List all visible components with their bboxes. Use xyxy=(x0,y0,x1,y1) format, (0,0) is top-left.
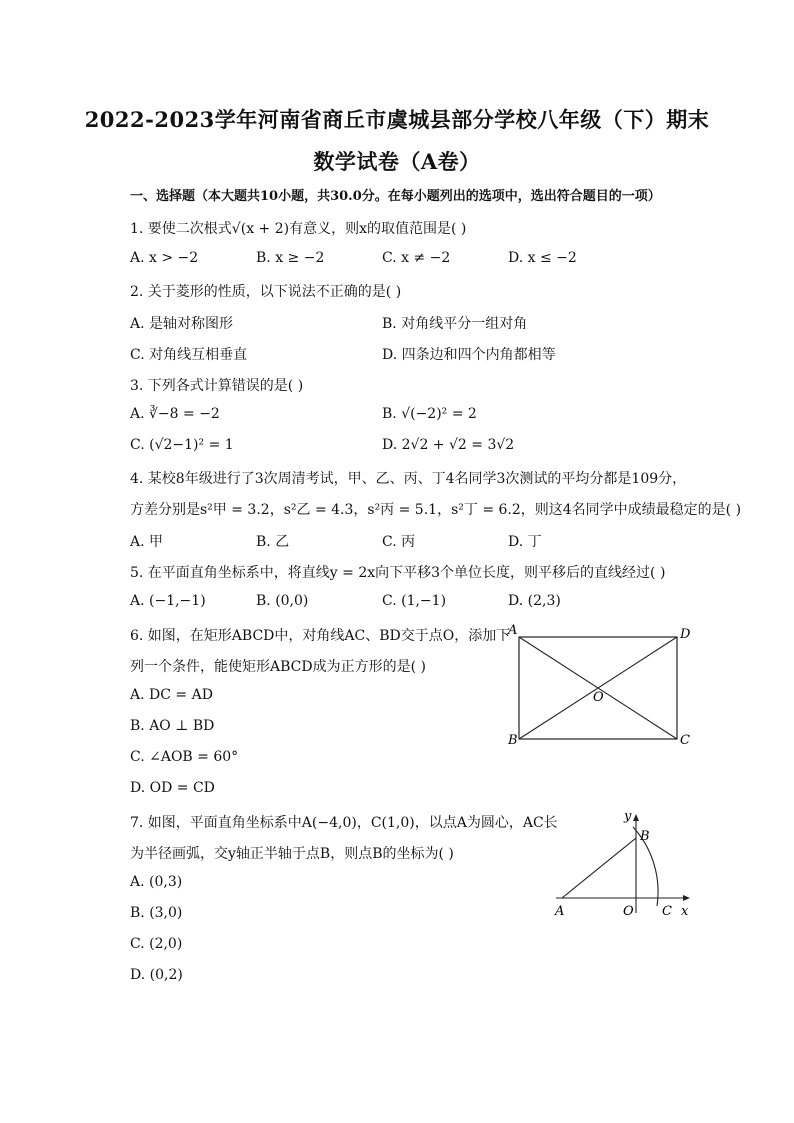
y-axis-arrow xyxy=(633,814,639,821)
exam-title-line2: 数学试卷（A卷） xyxy=(313,149,481,174)
question-7-stem: 7. 如图，平面直角坐标系中A(−4,0)，C(1,0)，以点A为圆心，AC长 xyxy=(130,815,558,831)
q3-option-d: D. 2√2 + √2 = 3√2 xyxy=(382,437,515,453)
q1-option-d: D. x ≤ −2 xyxy=(508,250,577,266)
label-b: B xyxy=(640,829,650,844)
section-heading: 一、选择题（本大题共10小题，共30.0分。在每小题列出的选项中，选出符合题目的一项） xyxy=(130,189,661,204)
x-axis-arrow xyxy=(683,895,690,901)
label-d: D xyxy=(680,627,691,642)
q7-option-d: D. (0,2) xyxy=(130,967,183,983)
q7-option-a: A. (0,3) xyxy=(130,874,183,890)
question-3-stem: 3. 下列各式计算错误的是( ) xyxy=(130,378,304,394)
q2-option-b: B. 对角线平分一组对角 xyxy=(382,316,528,332)
label-y: y xyxy=(624,809,632,824)
q6-option-d: D. OD = CD xyxy=(130,780,215,796)
question-5-stem: 5. 在平面直角坐标系中，将直线y = 2x向下平移3个单位长度，则平移后的直线经过( ) xyxy=(130,565,666,581)
question-6-stem: 6. 如图，在矩形ABCD中，对角线AC、BD交于点O，添加下 xyxy=(130,628,511,644)
q5-option-b: B. (0,0) xyxy=(256,593,309,609)
q5-option-c: C. (1,−1) xyxy=(382,593,447,609)
label-o: O xyxy=(623,904,634,919)
label-a: A xyxy=(555,904,565,919)
q1-option-a: A. x > −2 xyxy=(130,250,199,266)
question-2-stem: 2. 关于菱形的性质，以下说法不正确的是( ) xyxy=(130,284,402,300)
q2-option-a: A. 是轴对称图形 xyxy=(130,316,234,332)
question-4-stem-cont: 方差分别是s²甲 = 3.2，s²乙 = 4.3，s²丙 = 5.1，s²丁 = 6.2，则这4名同学中成绩最稳定的是( ) xyxy=(130,502,742,518)
q5-option-a: A. (−1,−1) xyxy=(130,593,206,609)
q4-option-d: D. 丁 xyxy=(508,534,542,550)
question-4-stem: 4. 某校8年级进行了3次周清考试，甲、乙、丙、丁4名同学3次测试的平均分都是109分， xyxy=(130,471,687,487)
q1-option-b: B. x ≥ −2 xyxy=(256,250,325,266)
q2-option-d: D. 四条边和四个内角都相等 xyxy=(382,347,556,363)
label-b: B xyxy=(508,733,518,748)
q3-option-a: A. ∛−8 = −2 xyxy=(130,406,220,422)
exam-title-line1: 2022-2023学年河南省商丘市虞城县部分学校八年级（下）期末 xyxy=(84,107,710,132)
question-1-stem: 1. 要使二次根式√(x + 2)有意义，则x的取值范围是( ) xyxy=(130,221,467,237)
rectangle-abcd-figure xyxy=(500,620,710,750)
question-7-stem-cont: 为半径画弧，交y轴正半轴于点B，则点B的坐标为( ) xyxy=(130,846,454,862)
q6-option-b: B. AO ⊥ BD xyxy=(130,718,215,734)
q2-option-c: C. 对角线互相垂直 xyxy=(130,347,248,363)
label-o: O xyxy=(593,690,604,705)
q5-option-d: D. (2,3) xyxy=(508,593,561,609)
label-a: A xyxy=(508,623,518,638)
q3-option-b: B. √(−2)² = 2 xyxy=(382,406,477,422)
label-c: C xyxy=(662,904,672,919)
q4-option-a: A. 甲 xyxy=(130,534,164,550)
coordinate-arc-figure xyxy=(550,805,700,923)
q4-option-c: C. 丙 xyxy=(382,534,416,550)
q1-option-c: C. x ≠ −2 xyxy=(382,250,451,266)
q3-option-c: C. (√2−1)² = 1 xyxy=(130,437,234,453)
question-6-stem-cont: 列一个条件，能使矩形ABCD成为正方形的是( ) xyxy=(130,659,426,675)
label-x: x xyxy=(681,904,689,919)
label-c: C xyxy=(680,733,690,748)
q6-option-a: A. DC = AD xyxy=(130,687,213,703)
q7-option-c: C. (2,0) xyxy=(130,936,183,952)
segment-ab xyxy=(562,838,636,898)
q7-option-b: B. (3,0) xyxy=(130,905,183,921)
q6-option-c: C. ∠AOB = 60° xyxy=(130,749,239,765)
q4-option-b: B. 乙 xyxy=(256,534,290,550)
